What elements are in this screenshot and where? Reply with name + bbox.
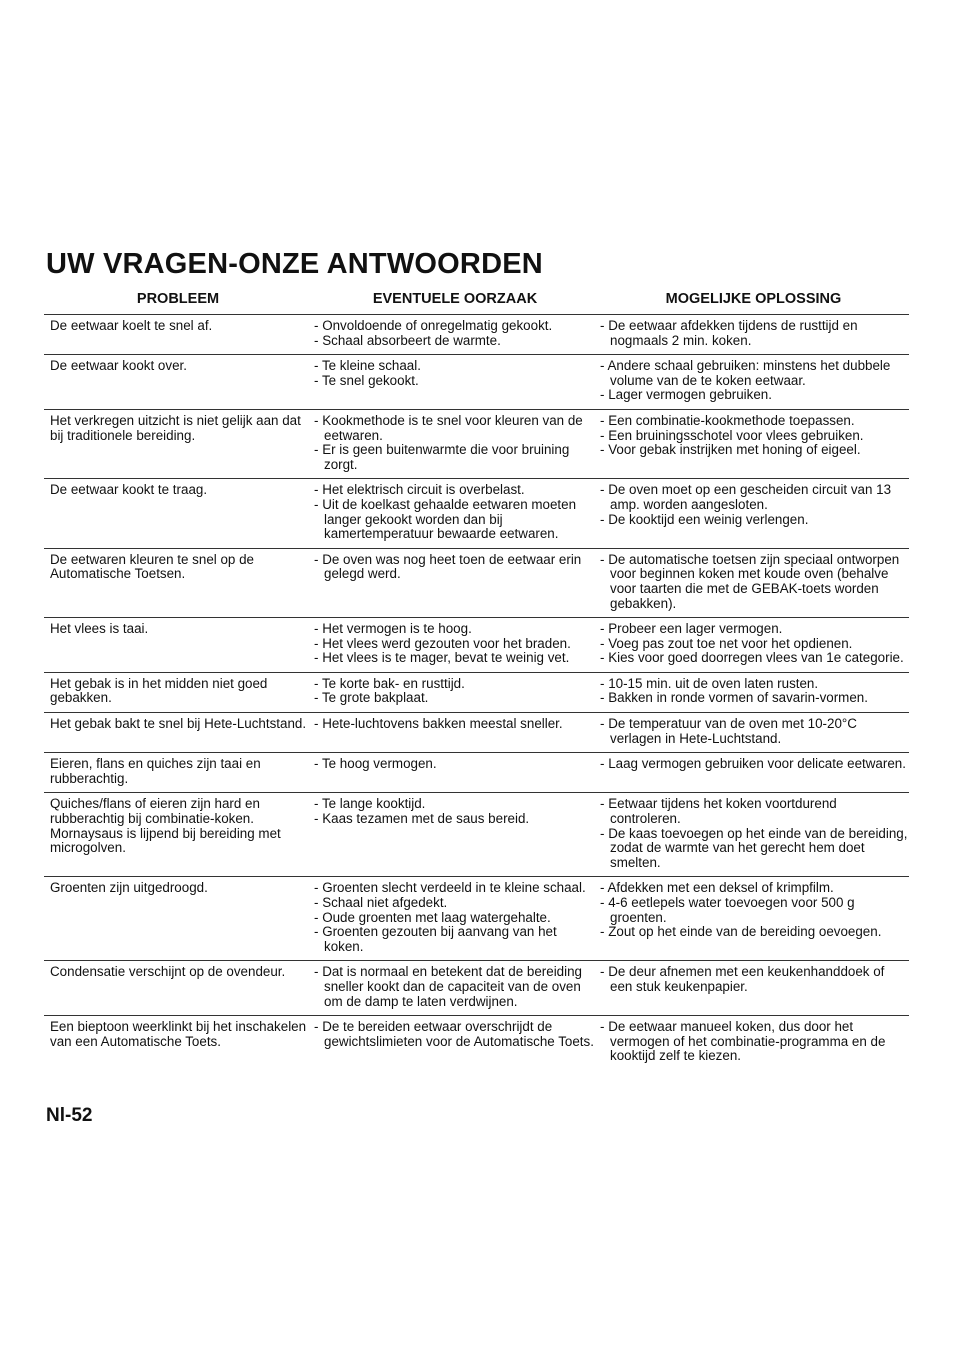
problem-cell: Een bieptoon weerklinkt bij het inschakelen van een Automatische Toets. (50, 1019, 307, 1049)
solution-item: - De eetwaar afdekken tijdens de rusttijd en nogmaals 2 min. koken. (600, 319, 909, 348)
header-problem: PROBLEEM (44, 288, 312, 315)
table-header-row (44, 288, 909, 315)
problem-cell: Het verkregen uitzicht is niet gelijk aan dat bij traditionele bereiding. (44, 409, 312, 478)
solution-cell (598, 479, 909, 548)
cause-item: - Te snel gekookt. (314, 374, 598, 389)
cause-cell (312, 793, 598, 877)
table-row (44, 355, 909, 410)
solution-cell (598, 793, 909, 877)
cause-cell (312, 713, 598, 753)
cause-item: - Groenten gezouten bij aanvang van het koken. (314, 925, 598, 954)
cause-item: - Het vlees is te mager, bevat te weinig vet. (314, 651, 598, 666)
solution-item: - Afdekken met een deksel of krimpfilm. (600, 881, 909, 896)
problem-cell: Het gebak is in het midden niet goed gebakken. (44, 672, 312, 712)
table-row (44, 713, 909, 753)
table-row (44, 618, 909, 673)
solution-cell (598, 672, 909, 712)
solution-item: - Andere schaal gebruiken: minstens het dubbele volume van de te koken eetwaar. (600, 359, 909, 388)
table-row (44, 315, 909, 355)
cause-cell (312, 355, 598, 410)
solution-item: - Bakken in ronde vormen of savarin-vormen. (600, 691, 909, 706)
solution-item: - Lager vermogen gebruiken. (600, 388, 909, 403)
problem-cell: Het vlees is taai. (44, 618, 312, 673)
solution-item: - Een bruiningsschotel voor vlees gebruiken. (600, 429, 909, 444)
cause-item: - Kookmethode is te snel voor kleuren van de eetwaren. (314, 414, 598, 443)
solution-item: - 4-6 eetlepels water toevoegen voor 500 g groenten. (600, 896, 909, 925)
cause-item: - Schaal niet afgedekt. (314, 896, 598, 911)
solution-cell (598, 548, 909, 617)
cause-cell (312, 753, 598, 793)
cause-cell (312, 618, 598, 673)
solution-item: - Voeg pas zout toe net voor het opdienen. (600, 637, 909, 652)
cause-cell (312, 1016, 598, 1070)
table-row (44, 793, 909, 877)
cause-cell (312, 409, 598, 478)
solution-cell (598, 877, 909, 961)
problem-cell: Eieren, flans en quiches zijn taai en rubberachtig. (44, 753, 312, 793)
solution-item: - Laag vermogen gebruiken voor delicate eetwaren. (600, 757, 909, 772)
problem-cell: Het gebak bakt te snel bij Hete-Luchtstand. (44, 713, 312, 753)
cause-item: - Kaas tezamen met de saus bereid. (314, 812, 598, 827)
solution-item: - Kies voor goed doorregen vlees van 1e categorie. (600, 651, 909, 666)
cause-item: - Dat is normaal en betekent dat de bereiding sneller kookt dan de capaciteit van de oven om de damp te laten verdwijnen. (314, 965, 598, 1009)
solution-cell (598, 355, 909, 410)
solution-item: - De automatische toetsen zijn speciaal ontworpen voor beginnen koken met koude oven (behalve voor taarten die met de GEBAK-toets worden gebakken). (600, 553, 909, 611)
solution-item: - 10-15 min. uit de oven laten rusten. (600, 677, 909, 692)
solution-item: - Eetwaar tijdens het koken voortdurend controleren. (600, 797, 909, 826)
solution-cell (598, 315, 909, 355)
table-row (44, 877, 909, 961)
table-row (44, 753, 909, 793)
solution-item: - Zout op het einde van de bereiding oevoegen. (600, 925, 909, 940)
cause-cell (312, 315, 598, 355)
table-row (44, 961, 909, 1016)
solution-item: - De temperatuur van de oven met 10-20°C verlagen in Hete-Luchtstand. (600, 717, 909, 746)
cause-item: - De te bereiden eetwaar overschrijdt de gewichtslimieten voor de Automatische Toets. (314, 1020, 598, 1049)
solution-item: - De eetwaar manueel koken, dus door het vermogen of het combinatie-programma en de kooktijd zelf te kiezen. (600, 1020, 909, 1064)
solution-item: - Een combinatie-kookmethode toepassen. (600, 414, 909, 429)
problem-cell: De eetwaren kleuren te snel op de Automatische Toetsen. (44, 548, 312, 617)
cause-item: - Groenten slecht verdeeld in te kleine schaal. (314, 881, 598, 896)
cause-item: - Er is geen buitenwarmte die voor bruining zorgt. (314, 443, 598, 472)
cause-item: - Het vermogen is te hoog. (314, 622, 598, 637)
problem-cell: De eetwaar kookt over. (44, 355, 312, 410)
cause-item: - Oude groenten met laag watergehalte. (314, 911, 598, 926)
table-row (44, 409, 909, 478)
solution-item: - Probeer een lager vermogen. (600, 622, 909, 637)
solution-cell (598, 961, 909, 1016)
cause-item: - Uit de koelkast gehaalde eetwaren moeten langer gekookt worden dan bij kamertemperatuur bewaarde eetwaren. (314, 498, 598, 542)
table-row (44, 479, 909, 548)
header-solution: MOGELIJKE OPLOSSING (598, 288, 909, 315)
problem-cell: Groenten zijn uitgedroogd. (44, 877, 312, 961)
solution-item: - De deur afnemen met een keukenhanddoek of een stuk keukenpapier. (600, 965, 909, 994)
problem-cell: Quiches/flans of eieren zijn hard en rubberachtig bij combinatie-koken. Mornaysaus is lijpend bij bereiding met microgolven. (44, 793, 312, 877)
cause-item: - Te kleine schaal. (314, 359, 598, 374)
cause-cell (312, 877, 598, 961)
table-body (44, 315, 909, 1070)
cause-cell (312, 961, 598, 1016)
cause-item: - Te hoog vermogen. (314, 757, 598, 772)
solution-item: - Voor gebak instrijken met honing of eigeel. (600, 443, 909, 458)
cause-item: - Het elektrisch circuit is overbelast. (314, 483, 598, 498)
problem-cell: Condensatie verschijnt op de ovendeur. (44, 961, 312, 1016)
cause-item: - Het vlees werd gezouten voor het braden. (314, 637, 598, 652)
troubleshooting-table (44, 288, 909, 1070)
cause-cell (312, 672, 598, 712)
cause-item: - De oven was nog heet toen de eetwaar erin gelegd werd. (314, 553, 598, 582)
solution-cell (598, 1016, 909, 1070)
problem-cell: De eetwaar koelt te snel af. (44, 315, 312, 355)
solution-cell (598, 409, 909, 478)
problem-cell: De eetwaar kookt te traag. (44, 479, 312, 548)
table-row (44, 672, 909, 712)
cause-cell (312, 479, 598, 548)
solution-cell (598, 753, 909, 793)
cause-item: - Te lange kooktijd. (314, 797, 598, 812)
table-row (44, 548, 909, 617)
cause-cell (312, 548, 598, 617)
solution-cell (598, 618, 909, 673)
cause-item: - Onvoldoende of onregelmatig gekookt. (314, 319, 598, 334)
solution-item: - De kooktijd een weinig verlengen. (600, 513, 909, 528)
page-number: Nl-52 (46, 1105, 93, 1126)
solution-cell (598, 713, 909, 753)
cause-item: - Te korte bak- en rusttijd. (314, 677, 598, 692)
page-title: UW VRAGEN-ONZE ANTWOORDEN (46, 248, 543, 280)
cause-item: - Schaal absorbeert de warmte. (314, 334, 598, 349)
solution-item: - De kaas toevoegen op het einde van de bereiding, zodat de warmte van het gerecht hem doet smelten. (600, 827, 909, 871)
solution-item: - De oven moet op een gescheiden circuit van 13 amp. worden aangesloten. (600, 483, 909, 512)
header-cause: EVENTUELE OORZAAK (312, 288, 598, 315)
table-row (44, 1016, 909, 1070)
cause-item: - Hete-luchtovens bakken meestal sneller. (314, 717, 598, 732)
cause-item: - Te grote bakplaat. (314, 691, 598, 706)
